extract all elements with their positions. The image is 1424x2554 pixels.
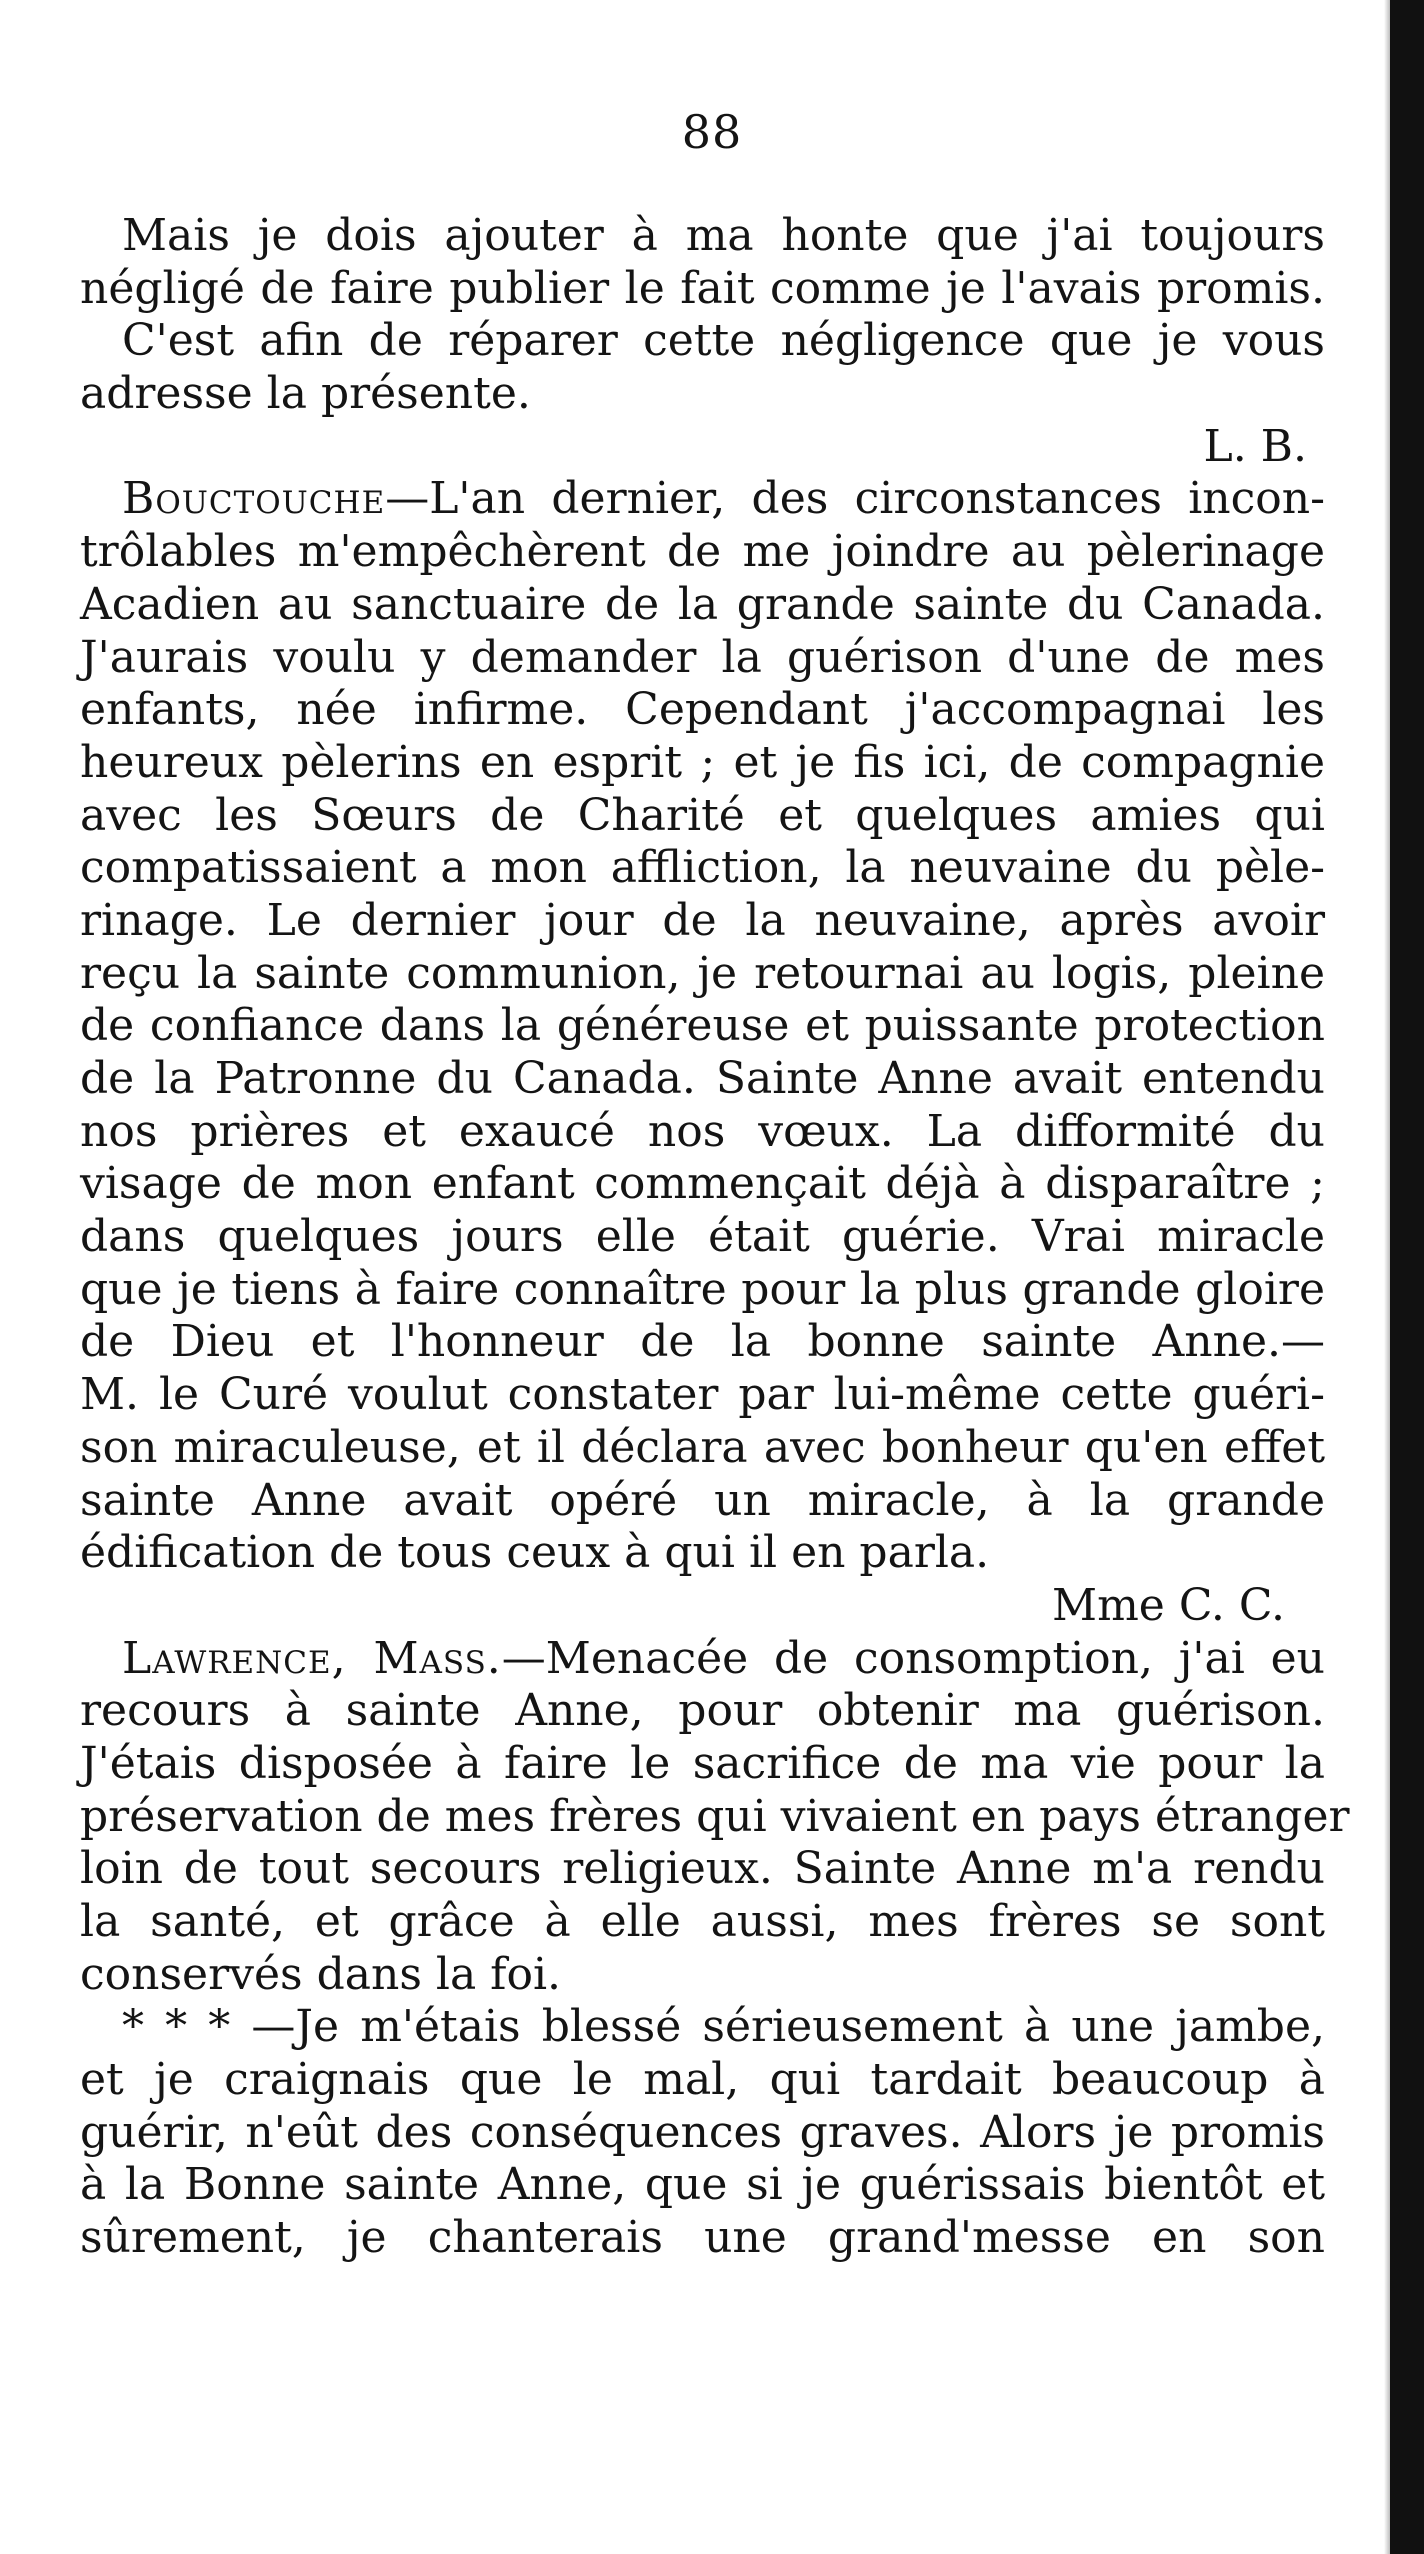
text-line: reçu la sainte communion, je retournai au logis, pleine — [80, 947, 1325, 999]
text-line: guérir, n'eût des conséquences graves. Alors je promis — [80, 2106, 1325, 2158]
text-line: * * * —Je m'étais blessé sérieusement à une jambe, — [122, 2001, 1325, 2053]
text-line: à la Bonne sainte Anne, que si je guérissais bientôt et — [80, 2159, 1325, 2211]
text-line: son miraculeuse, et il déclara avec bonheur qu'en effet — [80, 1421, 1325, 1473]
text-line: la santé, et grâce à elle aussi, mes frères se sont — [80, 1896, 1325, 1947]
paragraph-1 — [80, 210, 1325, 473]
text-line: de Dieu et l'honneur de la bonne sainte Anne.— — [80, 1316, 1325, 1368]
paragraph-2 — [80, 473, 1325, 1632]
text-line: trôlables m'empêchèrent de me joindre au pèlerinage — [80, 526, 1325, 578]
paragraph-3 — [80, 1632, 1350, 2002]
text-line: que je tiens à faire connaître pour la plus grande gloire — [80, 1263, 1325, 1315]
text-line: de la Patronne du Canada. Sainte Anne avait entendu — [80, 1053, 1325, 1104]
place-name: Lawrence, Mass. — [122, 1632, 502, 1684]
text-line: Acadien au sanctuaire de la grande sainte du Canada. — [80, 578, 1325, 630]
text-line — [80, 1633, 1325, 1686]
text-line: édification de tous ceux à qui il en parla. — [80, 1527, 990, 1579]
text-line: loin de tout secours religieux. Sainte Anne m'a rendu — [80, 1843, 1325, 1895]
text-line: recours à sainte Anne, pour obtenir ma guérison. — [80, 1685, 1325, 1737]
text-line-rest: —L'an dernier, des circonstances incon- — [385, 473, 1325, 525]
text-line — [80, 473, 1325, 526]
page-text — [80, 210, 1350, 2265]
text-line: rinage. Le dernier jour de la neuvaine, après avoir — [80, 894, 1325, 946]
paragraph-4 — [80, 2001, 1325, 2264]
text-line: J'étais disposée à faire le sacrifice de ma vie pour la — [80, 1737, 1325, 1789]
text-line: M. le Curé voulut constater par lui-même cette guéri- — [80, 1369, 1325, 1421]
signature-mme-cc: Mme C. C. — [1052, 1579, 1285, 1631]
book-edge — [1390, 0, 1424, 2554]
text-line: enfants, née infirme. Cependant j'accompagnai les — [80, 684, 1325, 736]
text-line: heureux pèlerins en esprit ; et je fis ici, de compagnie — [80, 736, 1325, 788]
text-line: adresse la présente. — [80, 368, 531, 420]
signature-lb: L. B. — [1203, 420, 1307, 472]
text-line: négligé de faire publier le fait comme je l'avais promis. — [80, 262, 1325, 314]
text-line: avec les Sœurs de Charité et quelques amies qui — [80, 789, 1325, 841]
text-line: Mais je dois ajouter à ma honte que j'ai toujours — [122, 210, 1325, 261]
page-number: 88 — [681, 105, 743, 159]
text-line: sûrement, je chanterais une grand'messe en son — [80, 2212, 1325, 2264]
text-line: préservation de mes frères qui vivaient en pays étranger — [80, 1790, 1350, 1842]
text-line: nos prières et exaucé nos vœux. La difformité du — [80, 1105, 1325, 1157]
text-line: et je craignais que le mal, qui tardait beaucoup à — [80, 2054, 1325, 2106]
text-line: C'est afin de réparer cette négligence que je vous — [122, 315, 1325, 367]
text-line: J'aurais voulu y demander la guérison d'une de mes — [80, 631, 1325, 683]
place-name: Bouctouche — [122, 473, 386, 525]
text-line: conservés dans la foi. — [80, 1948, 562, 2000]
text-line: compatissaient a mon affliction, la neuvaine du pèle- — [80, 842, 1325, 894]
text-line: visage de mon enfant commençait déjà à disparaître ; — [80, 1158, 1325, 1210]
text-line: dans quelques jours elle était guérie. Vrai miracle — [80, 1211, 1325, 1263]
text-line-rest: —Menacée de consomption, j'ai eu — [501, 1632, 1325, 1684]
text-line: de confiance dans la généreuse et puissante protection — [80, 1000, 1325, 1052]
text-line: sainte Anne avait opéré un miracle, à la grande — [80, 1474, 1325, 1526]
